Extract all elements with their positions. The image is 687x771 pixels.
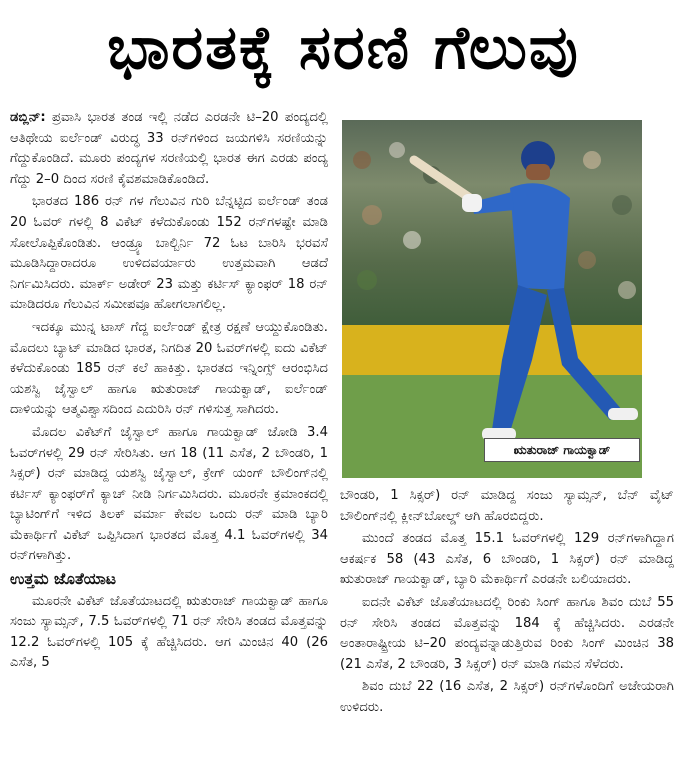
crowd-background (353, 142, 636, 299)
article-paragraph: ಐದನೇ ವಿಕೆಟ್ ಜೊತೆಯಾಟದಲ್ಲಿ ರಿಂಕು ಸಿಂಗ್ ಹಾಗೂ ಶಿವಂ ದುಬೆ 55 ರನ್ ಸೇರಿಸಿ ತಂಡದ ಮೊತ್ತವನ್ನು 184 ಕ್ಕೆ ಹೆಚ್ಚಿಸಿದರು. ಎರಡನೇ ಅಂತಾರಾಷ್ಟ್ರೀಯ ಟಿ–20 ಪಂದ್ಯವನ್ನಾಡುತ್ತಿರುವ ರಿಂಕು ಸಿಂಗ್ ಮಿಂಚಿನ 38 (21 ಎಸೆತ, 2 ಬೌಂಡರಿ, 3 ಸಿಕ್ಸರ್) ರನ್ ಮಾಡಿ ಗಮನ ಸೆಳೆದರು. (340, 594, 674, 672)
article-paragraph (10, 108, 328, 190)
article-paragraph: ಬೌಂಡರಿ, 1 ಸಿಕ್ಸರ್) ರನ್ ಮಾಡಿದ್ದ ಸಂಜು ಸ್ಯಾಮ್ಸನ್, ಬೆನ್ ವೈಟ್ ಬೌಲಿಂಗ್‌ನಲ್ಲಿ ಕ್ಲೀನ್‌ಬೋಲ್ಡ್ ಆಗಿ ಹೊರಬಿದ್ದರು. (340, 488, 674, 524)
photo-caption: ಋತುರಾಜ್ ಗಾಯಕ್ವಾಡ್ (484, 438, 640, 462)
dateline: ಡಬ್ಲಿನ್: (10, 110, 46, 125)
headline: ಭಾರತಕ್ಕೆ ಸರಣಿ ಗೆಲುವು (107, 13, 580, 83)
subheading: ಉತ್ತಮ ಜೊತೆಯಾಟ (10, 570, 116, 589)
article-paragraph: ಮುಂದೆ ತಂಡದ ಮೊತ್ತ 15.1 ಓವರ್‌ಗಳಲ್ಲಿ 129 ರನ್‌ಗಳಾಗಿದ್ದಾಗ ಆಕರ್ಷಕ 58 (43 ಎಸೆತ, 6 ಬೌಂಡರಿ, 1 ಸಿಕ್ಸರ್) ರನ್ ಮಾಡಿದ್ದ ಋತುರಾಜ್ ಗಾಯಕ್ವಾಡ್, ಬ್ಯಾರಿ ಮೆಕಾರ್ಥಿಗೆ ಎರಡನೇ ಬಲಿಯಾದರು. (340, 531, 674, 588)
batsman-illustration (342, 120, 642, 478)
advertising-board (342, 325, 642, 375)
article-paragraph: ಮೂರನೇ ವಿಕೆಟ್ ಜೊತೆಯಾಟದಲ್ಲಿ ಋತುರಾಜ್ ಗಾಯಕ್ವಾಡ್ ಹಾಗೂ ಸಂಜು ಸ್ಯಾಮ್ಸನ್, 7.5 ಓವರ್‌ಗಳಲ್ಲಿ 71 ರನ್ ಸೇರಿಸಿ ತಂಡದ ಮೊತ್ತವನ್ನು 12.2 ಓವರ್‌ಗಳಲ್ಲಿ 105 ಕ್ಕೆ ಹೆಚ್ಚಿಸಿದರು. ಆಗ ಮಿಂಚಿನ 40 (26 ಎಸೆತ, 5 (10, 593, 328, 671)
article-paragraph: ಮೊದಲ ವಿಕೆಟ್‌ಗೆ ಜೈಸ್ವಾಲ್ ಹಾಗೂ ಗಾಯಕ್ವಾಡ್ ಜೋಡಿ 3.4 ಓವರ್‌ಗಳಲ್ಲಿ 29 ರನ್ ಸೇರಿಸಿತು. ಆಗ 18 (11 ಎಸೆತ, 2 ಬೌಂಡರಿ, 1 ಸಿಕ್ಸರ್) ರನ್ ಮಾಡಿದ್ದ ಯಶಸ್ವಿ ಜೈಸ್ವಾಲ್, ಕ್ರೇಗ್ ಯಂಗ್ ಬೌಲಿಂಗ್‌ನಲ್ಲಿ ಕರ್ಟಿಸ್ ಕ್ಯಾಂಫರ್‌ಗೆ ಕ್ಯಾಚ್ ನೀಡಿ ನಿರ್ಗಮಿಸಿದರು. ಮೂರನೇ ಕ್ರಮಾಂಕದಲ್ಲಿ ಬ್ಯಾಟಿಂಗ್‌ಗೆ ಇಳಿದ ತಿಲಕ್ ವರ್ಮಾ ಕೇವಲ ಒಂದು ರನ್ ಮಾಡಿ ಬ್ಯಾರಿ ಮೆಕಾರ್ಥಿಗೆ ವಿಕೆಟ್ ಒಪ್ಪಿಸಿದಾಗ ಭಾರತದ ಮೊತ್ತ 4.1 ಓವರ್‌ಗಳಲ್ಲಿ 34 ರನ್‌ಗಳಾಗಿತ್ತು. (10, 424, 328, 564)
article-paragraph: ಇದಕ್ಕೂ ಮುನ್ನ ಟಾಸ್ ಗೆದ್ದ ಐರ್ಲೆಂಡ್ ಕ್ಷೇತ್ರ ರಕ್ಷಣೆ ಆಯ್ದುಕೊಂಡಿತು. ಮೊದಲು ಬ್ಯಾಟ್ ಮಾಡಿದ ಭಾರತ, ನಿಗದಿತ 20 ಓವರ್‌ಗಳಲ್ಲಿ ಐದು ವಿಕೆಟ್ ಕಳೆದುಕೊಂಡು 185 ರನ್ ಕಲೆ ಹಾಕಿತ್ತು. ಭಾರತದ ಇನ್ನಿಂಗ್ಸ್ ಆರಂಭಿಸಿದ ಯಶಸ್ವಿ ಜೈಸ್ವಾಲ್ ಹಾಗೂ ಋತುರಾಜ್ ಗಾಯಕ್ವಾಡ್, ಐರ್ಲೆಂಡ್ ದಾಳಿಯನ್ನು ಆತ್ಮವಿಶ್ವಾಸದಿಂದ ಎದುರಿಸಿ ರನ್ ಗಳಿಸುತ್ತ ಸಾಗಿದರು. (10, 319, 328, 418)
article-left-column (10, 108, 328, 676)
cricket-photo (342, 120, 642, 478)
article-paragraph: ಭಾರತದ 186 ರನ್ ಗಳ ಗೆಲುವಿನ ಗುರಿ ಬೆನ್ನಟ್ಟಿದ ಐರ್ಲೆಂಡ್ ತಂಡ 20 ಓವರ್ ಗಳಲ್ಲಿ 8 ವಿಕೆಟ್ ಕಳೆದುಕೊಂಡು 152 ರನ್‌ಗಳಷ್ಟೇ ಮಾಡಿ ಸೋಲೊಪ್ಪಿಕೊಂಡಿತು. ಆಂಡ್ರ್ಯೂ ಬಾಲ್ಬಿರ್ನಿ 72 ಓಟ ಬಾರಿಸಿ ಭರವಸೆ ಮೂಡಿಸಿದ್ದಾರಾದರೂ ಉಳಿದವರ್ಯಾರು ಉತ್ತಮವಾಗಿ ಆಡದೆ ನಿರ್ಗಮಿಸಿದರು. ಮಾರ್ಕ್ ಅಡೇರ್ 23 ಮತ್ತು ಕರ್ಟಿಸ್ ಕ್ಯಾಂಫರ್ 18 ರನ್ ಮಾಡಿದರೂ ಗೆಲುವಿನ ಸಮೀಪವೂ ಹೋಗಲಾಗಲಿಲ್ಲ. (10, 194, 328, 313)
paragraph-text: ಪ್ರವಾಸಿ ಭಾರತ ತಂಡ ಇಲ್ಲಿ ನಡೆದ ಎರಡನೇ ಟಿ–20 ಪಂದ್ಯದಲ್ಲಿ ಆತಿಥೇಯ ಐರ್ಲೆಂಡ್ ವಿರುದ್ಧ 33 ರನ್‌ಗಳಿಂದ ಜಯಗಳಿಸಿ ಸರಣಿಯನ್ನು ಗೆದ್ದುಕೊಂಡಿದೆ. ಮೂರು ಪಂದ್ಯಗಳ ಸರಣಿಯಲ್ಲಿ ಭಾರತ ಈಗ ಎರಡು ಪಂದ್ಯ ಗೆದ್ದು 2–0 ದಿಂದ ಸರಣಿ ಕೈವಶಮಾಡಿಕೊಂಡಿದೆ. (10, 110, 328, 187)
article-paragraph: ಶಿವಂ ದುಬೆ 22 (16 ಎಸೆತ, 2 ಸಿಕ್ಸರ್) ರನ್‌ಗಳೊಂದಿಗೆ ಅಜೇಯರಾಗಿ ಉಳಿದರು. (340, 679, 674, 715)
article-right-column (340, 486, 674, 721)
